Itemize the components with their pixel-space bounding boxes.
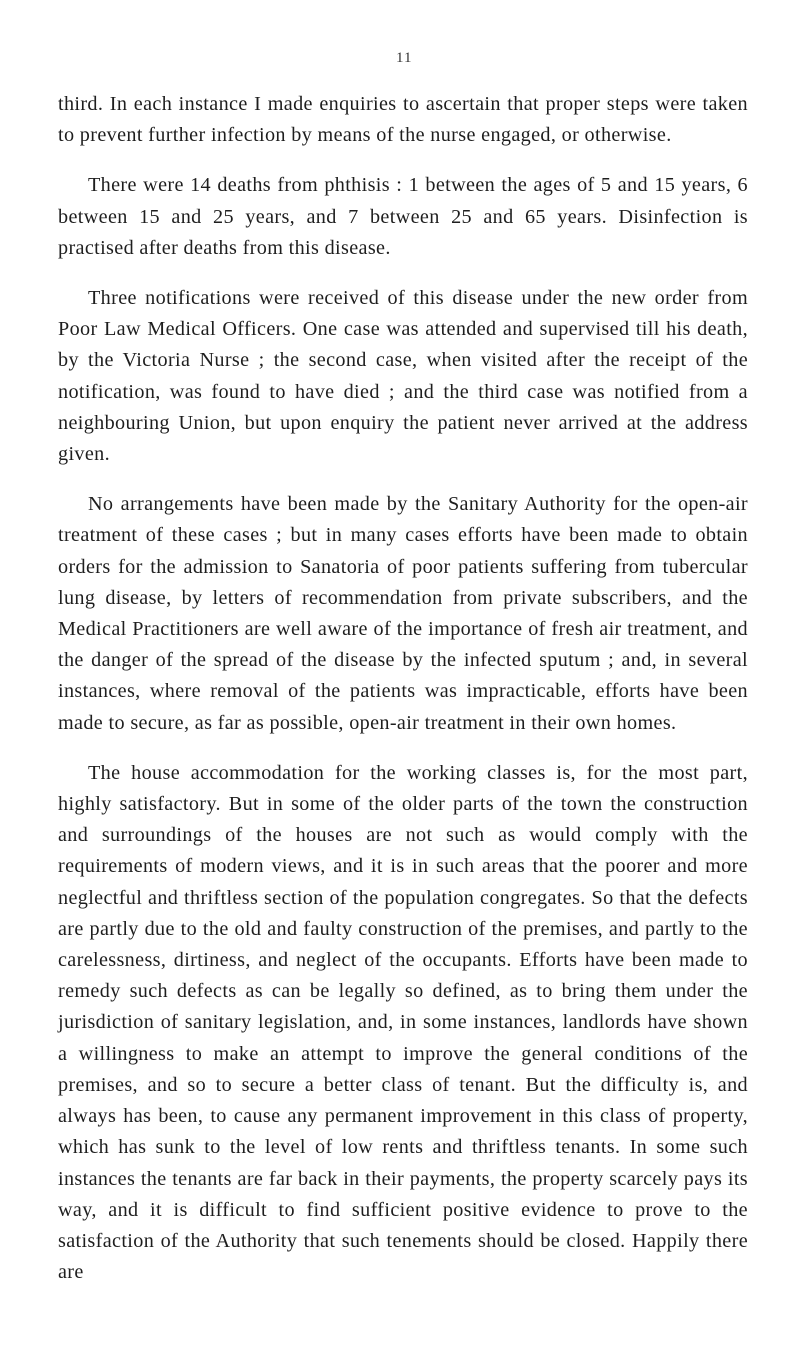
paragraph-continuation: third. In each instance I made enquiries to ascertain that proper steps were taken to prevent further infection by means of the nurse engaged, or otherwise. [58, 93, 748, 147]
paragraph-open-air-treatment: No arrangements have been made by the Sanitary Authority for the open-air treatment of these cases ; but in many cases efforts have been made to obtain orders for the admission to Sanatoria of poor patients suffering from tubercular lung disease, by letters of recommendation from private subscribers, and the Medical Practitioners are well aware of the importance of fresh air treatment, and the danger of the spread of the disease by the infected sputum ; and, in several instances, where removal of the patients was impracticable, efforts have been made to secure, as far as possible, open-air treatment in their own homes. [58, 493, 748, 734]
paragraph-notifications: Three notifications were received of this disease under the new order from Poor Law Medical Officers. One case was attended and supervised till his death, by the Victoria Nurse ; the second case, when visited after the receipt of the notification, was found to have died ; and the third case was notified from a neighbouring Union, but upon enquiry the patient never arrived at the address given. [58, 287, 748, 466]
page-number: 11 [396, 50, 413, 66]
body-text [58, 89, 748, 1307]
paragraph-phthisis-deaths: There were 14 deaths from phthisis : 1 between the ages of 5 and 15 years, 6 between 15 and 25 years, and 7 between 25 and 65 years. Disinfection is practised after deaths from this disease. [58, 174, 748, 259]
paragraph-house-accommodation: The house accommodation for the working classes is, for the most part, highly satisfactory. But in some of the older parts of the town the construction and surroundings of the houses are not such as would comply with the requirements of modern views, and it is in such areas that the poorer and more neglectful and thriftless section of the population congregates. So that the defects are partly due to the old and faulty construction of the premises, and partly to the carelessness, dirtiness, and neglect of the occupants. Efforts have been made to remedy such defects as can be legally so defined, as to bring them under the jurisdiction of sanitary legislation, and, in some instances, landlords have shown a willingness to make an attempt to improve the general conditions of the premises, and so to secure a better class of tenant. But the difficulty is, and always has been, to cause any permanent improvement in this class of property, which has sunk to the level of low rents and thriftless tenants. In some such instances the tenants are far back in their payments, the property scarcely pays its way, and it is difficult to find sufficient positive evidence to prove to the satisfaction of the Authority that such tenements should be closed. Happily there are [58, 761, 748, 1284]
